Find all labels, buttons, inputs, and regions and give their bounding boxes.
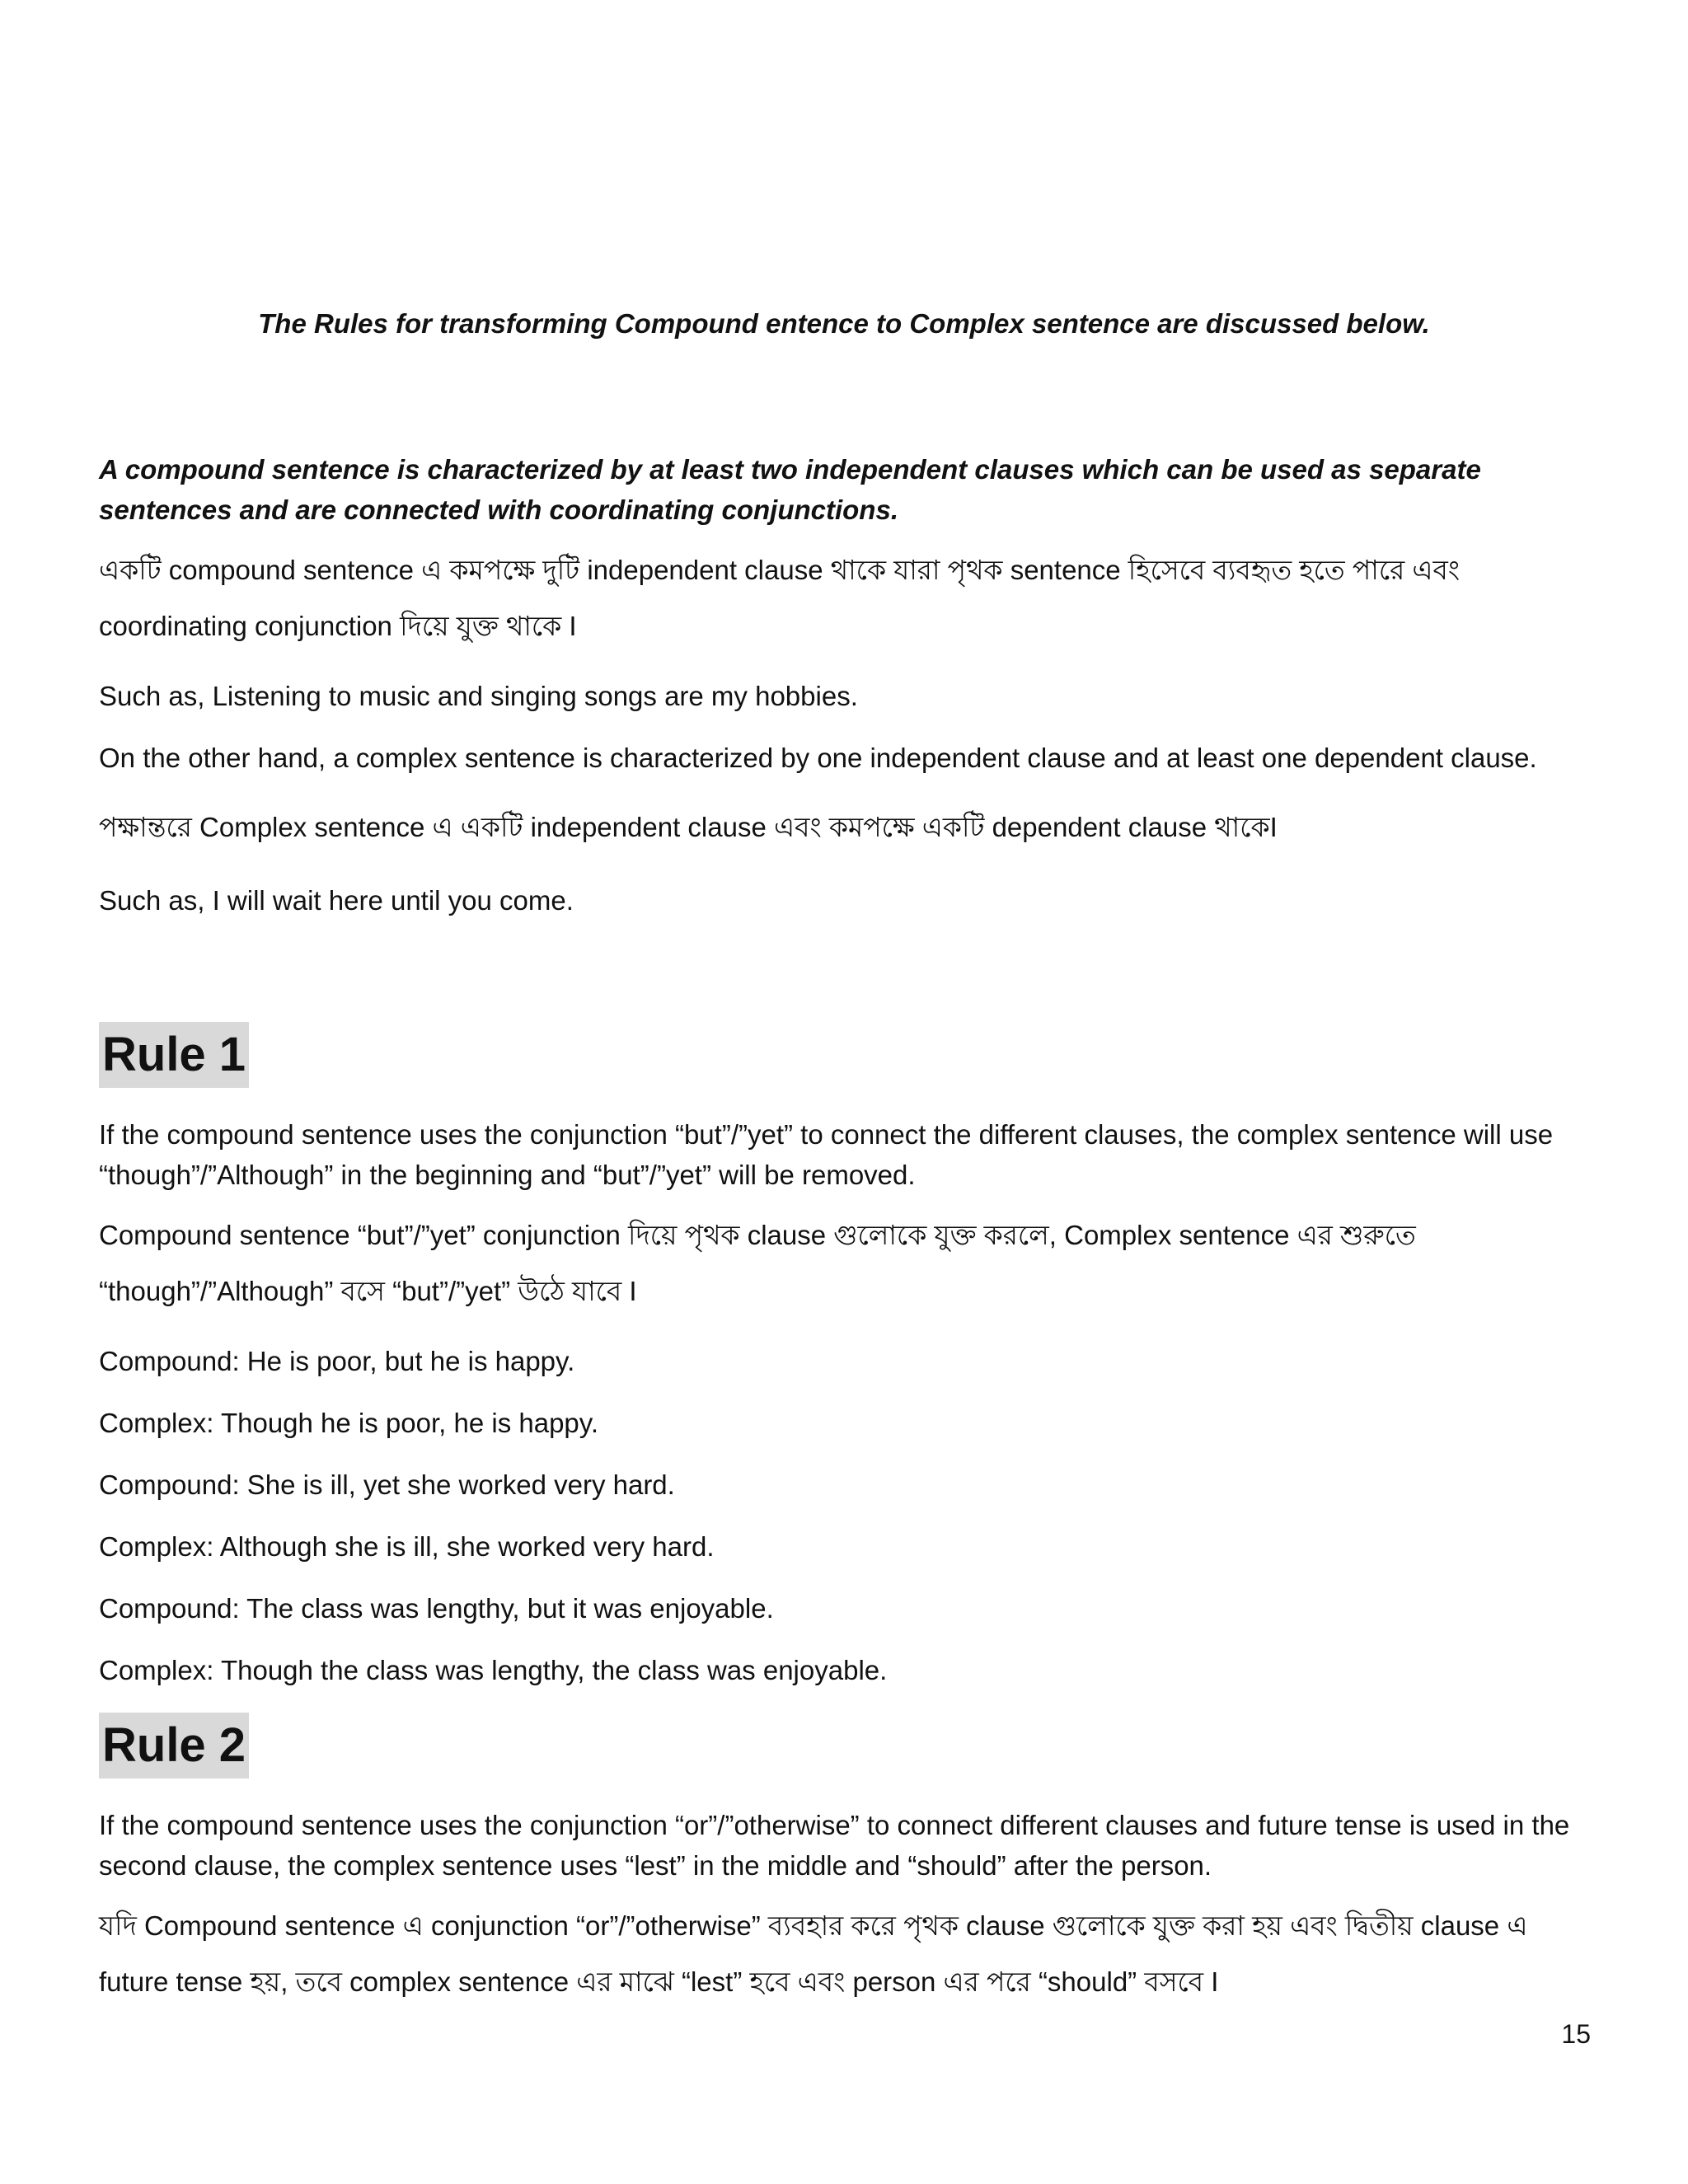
page-title: The Rules for transforming Compound entence to Complex sentence are discussed below. [258,308,1430,339]
rule-1-example: Complex: Though the class was lengthy, the class was enjoyable. [99,1655,888,1685]
page-number: 15 [1561,2019,1591,2049]
compound-example: Such as, Listening to music and singing songs are my hobbies. [99,681,858,711]
rule-1-example: Compound: He is poor, but he is happy. [99,1346,575,1376]
rule-1-example: Compound: The class was lengthy, but it was enjoyable. [99,1593,774,1624]
complex-definition: On the other hand, a complex sentence is characterized by one independent clause and at least one dependent clause. [99,743,1537,773]
rule-1-example: Compound: She is ill, yet she worked very hard. [99,1469,675,1500]
rule-1-example: Complex: Although she is ill, she worked very hard. [99,1531,715,1562]
rule-2-heading: Rule 2 [99,1713,249,1779]
rule-1-heading: Rule 1 [99,1022,249,1088]
intro-definition: A compound sentence is characterized by at least two independent clauses which can be used as separate sentences and are connected with coordinating conjunctions. [99,454,1481,525]
rule-1-example: Complex: Though he is poor, he is happy. [99,1408,598,1438]
intro-bengali-text: একটি compound sentence এ কমপক্ষে দুটি independent clause থাকে যারা পৃথক sentence হিসেবে ব্যবহৃত হতে পারে এবং coordinating conjunction দিয়ে যুক্ত থাকে I [99,555,1461,641]
complex-bengali-text: পক্ষান্তরে Complex sentence এ একটি independent clause এবং কমপক্ষে একটি dependent clause থাকেI [99,812,1278,842]
rule-2-bengali-text: যদি Compound sentence এ conjunction “or”/”otherwise” ব্যবহার করে পৃথক clause গুলোকে যুক্ত করা হয় এবং দ্বিতীয় clause এ future tense হয়, তবে complex sentence এর মাঝে “lest” হবে এবং person এর পরে “should” বসবে I [99,1910,1528,1997]
rule-1-bengali-text: Compound sentence “but”/”yet” conjunction দিয়ে পৃথক clause গুলোকে যুক্ত করলে, Complex sentence এর শুরুতে “though”/”Although” বসে “but”/”yet” উঠে যাবে I [99,1220,1416,1306]
rule-1-text: If the compound sentence uses the conjunction “but”/”yet” to connect the different clauses, the complex sentence will use “though”/”Although” in the beginning and “but”/”yet” will be removed. [99,1119,1554,1190]
rule-2-text: If the compound sentence uses the conjunction “or”/”otherwise” to connect different clauses and future tense is used in the second clause, the complex sentence uses “lest” in the middle and “should” after the person. [99,1810,1570,1881]
complex-example: Such as, I will wait here until you come. [99,885,574,916]
